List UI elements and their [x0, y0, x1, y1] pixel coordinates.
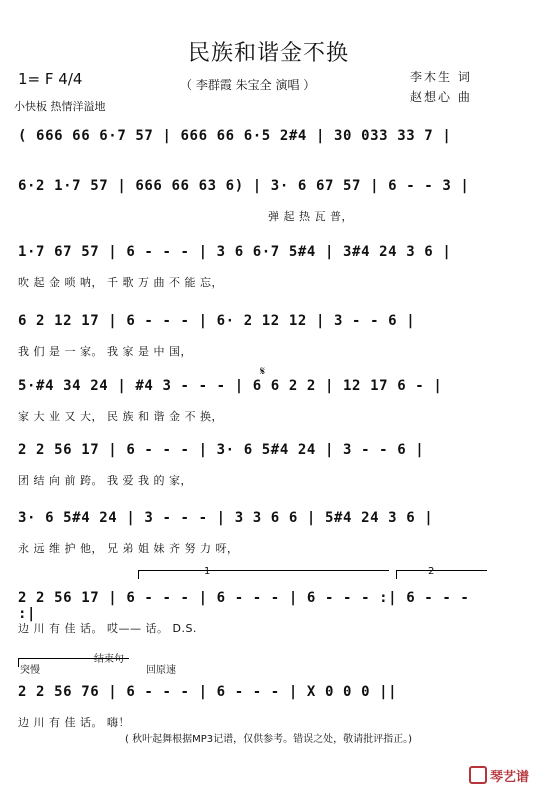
lyrics-line: 永 远 维 护 他， 兄 弟 姐 妹 齐 努 力 呀，: [18, 542, 239, 555]
song-title: 民族和谐金不换: [187, 41, 349, 66]
footer-note: ( 秋叶起舞根据MP3记谱，仅供参考。错误之处，敬请批评指正。): [124, 734, 412, 745]
lyrics-line: 弹 起 热 瓦 普，: [268, 210, 353, 223]
notation-line: 5·#4 34 24 | #4 3 - - - | 6 6 2 2 | 12 17 6 - |: [18, 378, 443, 394]
lyrics-line: 边 川 有 佳 话。 嗨！: [18, 716, 130, 729]
notation-line: 2 2 56 76 | 6 - - - | 6 - - - | X 0 0 0 ||: [18, 684, 398, 700]
segno-sign: 𝄋: [260, 364, 266, 378]
tempo-marking: 小快板 热情洋溢地: [14, 100, 106, 113]
key-signature: 1= F 4/4: [18, 70, 83, 88]
volta-1-label: 1: [204, 566, 211, 577]
singers: （ 李群霞 朱宝全 演唱 ）: [180, 78, 316, 92]
lyrics-line: 我 们 是 一 家。 我 家 是 中 国，: [18, 345, 192, 358]
notation-line: 2 2 56 17 | 6 - - - | 3· 6 5#4 24 | 3 - - 6 |: [18, 442, 425, 458]
notation-line: 6 2 12 17 | 6 - - - | 6· 2 12 12 | 3 - - 6 |: [18, 313, 416, 329]
notation-line: 1·7 67 57 | 6 - - - | 3 6 6·7 5#4 | 3#4 24 3 6 |: [18, 244, 452, 260]
site-logo: [469, 766, 529, 785]
notation-line: 3· 6 5#4 24 | 3 - - - | 3 3 6 6 | 5#4 24 3 6 |: [18, 510, 434, 526]
volta-2-label: 2: [428, 566, 435, 577]
lyricist-credit: 李木生 词: [410, 70, 472, 84]
lyrics-line: 边 川 有 佳 话。 哎—— 话。 D.S.: [18, 622, 197, 635]
a-tempo-label: 回原速: [146, 665, 176, 676]
volta-bracket-2: [396, 570, 487, 579]
volta-bracket-1: [138, 570, 389, 579]
logo-text: 琴艺谱: [489, 770, 529, 785]
lyrics-line: 吹 起 金 唢 呐， 千 歌 万 曲 不 能 忘，: [18, 276, 223, 289]
lyrics-line: 家 大 业 又 大， 民 族 和 谐 金 不 换，: [18, 410, 223, 423]
composer-credit: 赵想心 曲: [410, 90, 472, 104]
lyrics-line: 团 结 向 前 跨。 我 爱 我 的 家，: [18, 474, 192, 487]
rit-label: 突慢: [20, 665, 40, 676]
coda-label: 结束句: [94, 654, 124, 665]
notation-line: 2 2 56 17 | 6 - - - | 6 - - - | 6 - - - :| 6 - - - :|: [18, 590, 470, 622]
notation-line: 6·2 1·7 57 | 666 66 63 6) | 3· 6 67 57 | 6 - - 3 |: [18, 178, 470, 194]
logo-icon: [469, 766, 487, 784]
notation-line: ( 666 66 6·7 57 | 666 66 6·5 2#4 | 30 033 33 7 |: [18, 128, 452, 144]
